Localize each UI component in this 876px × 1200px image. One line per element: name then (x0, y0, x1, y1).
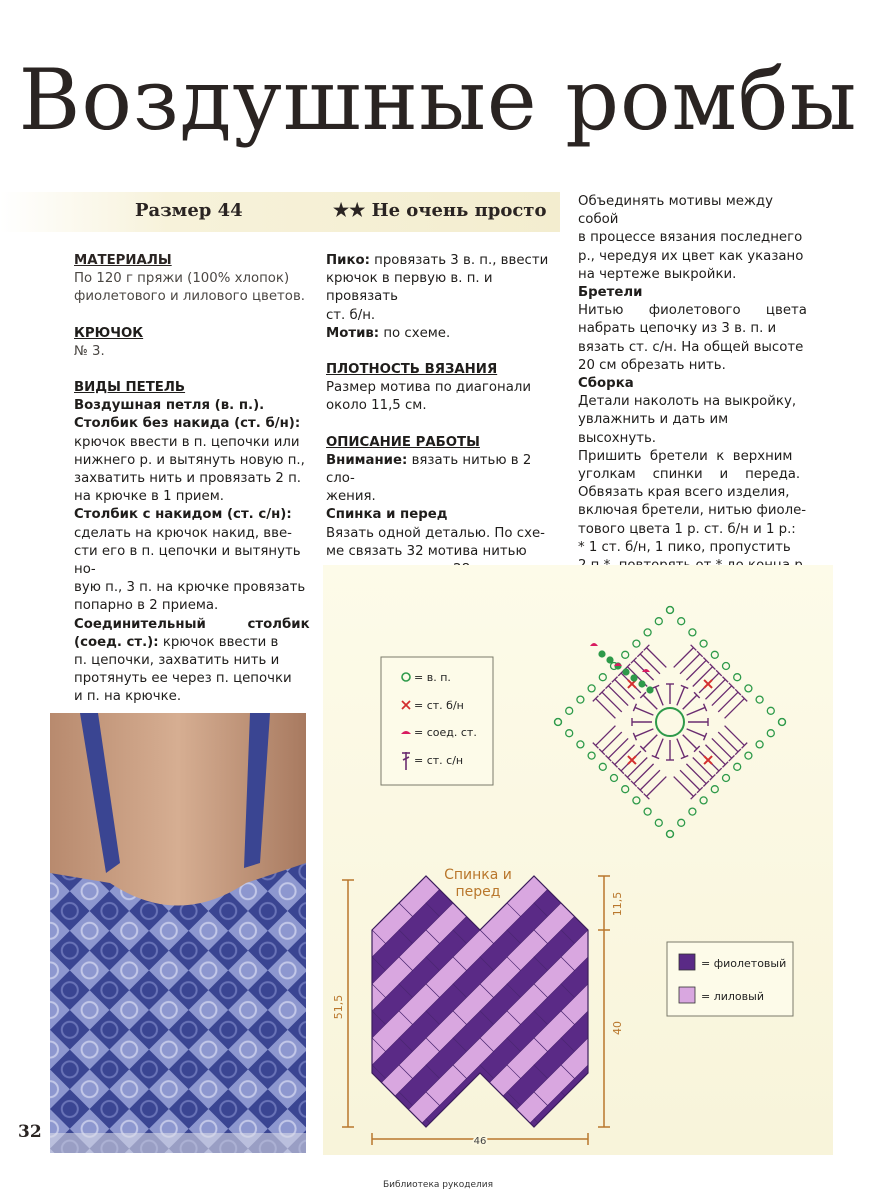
picot-line: ст. б/н. (326, 307, 376, 323)
dc-title: Столбик с накидом (ст. с/н): (74, 507, 292, 523)
page-title: Воздушные ромбы (18, 51, 858, 149)
difficulty-stars: ★★ (333, 200, 366, 221)
legend-ch: = в. п. (414, 671, 451, 684)
violet-label: = фиолетовый (701, 957, 787, 970)
motif-diagram (530, 582, 810, 862)
dc-line: попарно в 2 приема. (74, 598, 219, 614)
work-heading: ОПИСАНИЕ РАБОТЫ (326, 434, 480, 450)
dim-motif: 11,5 (611, 891, 624, 917)
size-label: Размер 44 (135, 200, 243, 221)
slst-title: Соединительный столбик (74, 616, 310, 632)
dim-width: 46 (473, 1136, 487, 1147)
assembly-line: * 1 ст. б/н, 1 пико, пропустить (578, 539, 791, 555)
materials-line: По 120 г пряжи (100% хлопок) (74, 271, 290, 287)
legend-dc: = ст. с/н (414, 754, 464, 767)
schematic-tile (426, 1119, 480, 1173)
slst-title-2: (соед. ст.): (74, 634, 159, 650)
density-line: Размер мотива по диагонали (326, 380, 532, 396)
page-number: 32 (18, 1122, 42, 1142)
assembly-line: Обвязать края всего изделия, (578, 485, 790, 501)
schematic-tile (588, 1038, 642, 1092)
dc-line: сти его в п. цепочки и вытянуть но- (74, 543, 301, 578)
schematic-tile (588, 1119, 642, 1173)
legend-slst: = соед. ст. (414, 726, 477, 739)
slst-text: крючок ввести в (162, 634, 279, 650)
schematic-tile (588, 1065, 642, 1119)
footer-text: Библиотека рукоделия (382, 1180, 494, 1190)
column-3 (578, 193, 810, 593)
dim-body-height: 40 (611, 1021, 624, 1035)
schematic-tile (588, 930, 642, 984)
column-1 (74, 252, 310, 707)
density-line: около 11,5 см. (326, 398, 427, 414)
sc-line: захватить нить и провязать 2 п. (74, 471, 302, 487)
schematic-tile (480, 1119, 534, 1173)
hook-value: № 3. (74, 343, 105, 359)
color-legend (666, 941, 796, 1019)
attention-line (326, 452, 556, 488)
straps-line: вязать ст. с/н. На общей высоте (578, 339, 804, 355)
sc-title: Столбик без накида (ст. б/н): (74, 416, 301, 432)
picot-text: провязать 3 в. п., ввести (374, 253, 549, 268)
schematic-tile (588, 1011, 642, 1065)
straps-heading: Бретели (578, 285, 643, 301)
picot-line (326, 252, 556, 270)
picot-line: крючок в первую в. п. и провязать (326, 271, 493, 305)
sc-line: нижнего р. и вытянуть новую п., (74, 452, 305, 468)
motif-text: по схеме. (383, 325, 451, 341)
intro-line: р., чередуя их цвет как указано (578, 248, 804, 264)
assembly-heading: Сборка (578, 376, 634, 392)
density-heading: ПЛОТНОСТЬ ВЯЗАНИЯ (326, 362, 498, 378)
motif-label: Мотив: (326, 325, 380, 341)
intro-line: в процессе вязания последнего (578, 230, 803, 246)
schematic-label-2: перед (455, 884, 501, 900)
schematic-tile (372, 1119, 426, 1173)
legend-sc: = ст. б/н (414, 699, 464, 712)
column-2 (326, 252, 556, 597)
slst-line: и п. на крючке. (74, 689, 182, 705)
slst-line: п. цепочки, захватить нить и (74, 653, 280, 669)
straps-line: набрать цепочку из 3 в. п. и (578, 321, 777, 337)
stitches-heading: ВИДЫ ПЕТЕЛЬ (74, 380, 186, 396)
violet-swatch (679, 954, 695, 970)
dc-line: сделать на крючок накид, вве- (74, 525, 292, 541)
schematic-tile (534, 1119, 588, 1173)
straps-line: 20 см обрезать нить. (578, 357, 726, 373)
materials-heading: МАТЕРИАЛЫ (74, 253, 172, 268)
slst-line (74, 634, 306, 652)
back-front-line: ме связать 32 мотива нитью (326, 543, 527, 559)
intro-line: на чертеже выкройки. (578, 266, 737, 282)
dim-total-height: 51,5 (332, 994, 345, 1020)
stitch-legend (380, 656, 496, 788)
attention-label: Внимание: (326, 452, 408, 468)
center-ring-icon (656, 708, 684, 736)
garment-photo (50, 713, 306, 1153)
sc-line: крючок ввести в п. цепочки или (74, 434, 300, 450)
lilac-swatch (679, 987, 695, 1003)
schematic-tile (588, 1092, 642, 1146)
assembly-line: увлажнить и дать им высохнуть. (578, 412, 729, 446)
attention-line: жения. (326, 489, 376, 505)
schematic-label-1: Спинка и (444, 867, 512, 883)
intro-line: Объединять мотивы между собой (578, 194, 773, 228)
dc-line: вую п., 3 п. на крючке провязать (74, 580, 306, 596)
schematic-diagram (332, 862, 636, 1152)
straps-line: Нитью фиолетового цвета (578, 303, 807, 319)
lilac-label: = лиловый (701, 990, 764, 1003)
slst-line: протянуть ее через п. цепочки (74, 671, 292, 687)
sc-line: на крючке в 1 прием. (74, 489, 224, 505)
assembly-line: Пришить бретели к верхним (578, 448, 793, 464)
picot-label: Пико: (326, 253, 370, 268)
schematic-tile (588, 957, 642, 1011)
difficulty-badge (333, 200, 546, 221)
assembly-line: уголкам спинки и переда. (578, 467, 801, 483)
assembly-line: Детали наколоть на выкройку, (578, 394, 797, 410)
materials-line: фиолетового и лилового цветов. (74, 289, 306, 305)
back-front-line: Вязать одной деталью. По схе- (326, 525, 545, 541)
assembly-line: тового цвета 1 р. ст. б/н и 1 р.: (578, 521, 796, 537)
attention-text: вязать нитью в 2 сло- (326, 452, 532, 487)
hook-heading: КРЮЧОК (74, 325, 144, 341)
back-front-heading: Спинка и перед (326, 507, 448, 523)
motif-line (326, 325, 556, 343)
assembly-line: включая бретели, нитью фиоле- (578, 503, 807, 519)
air-loop-title: Воздушная петля (в. п.). (74, 398, 265, 414)
difficulty-label: Не очень просто (371, 200, 547, 221)
